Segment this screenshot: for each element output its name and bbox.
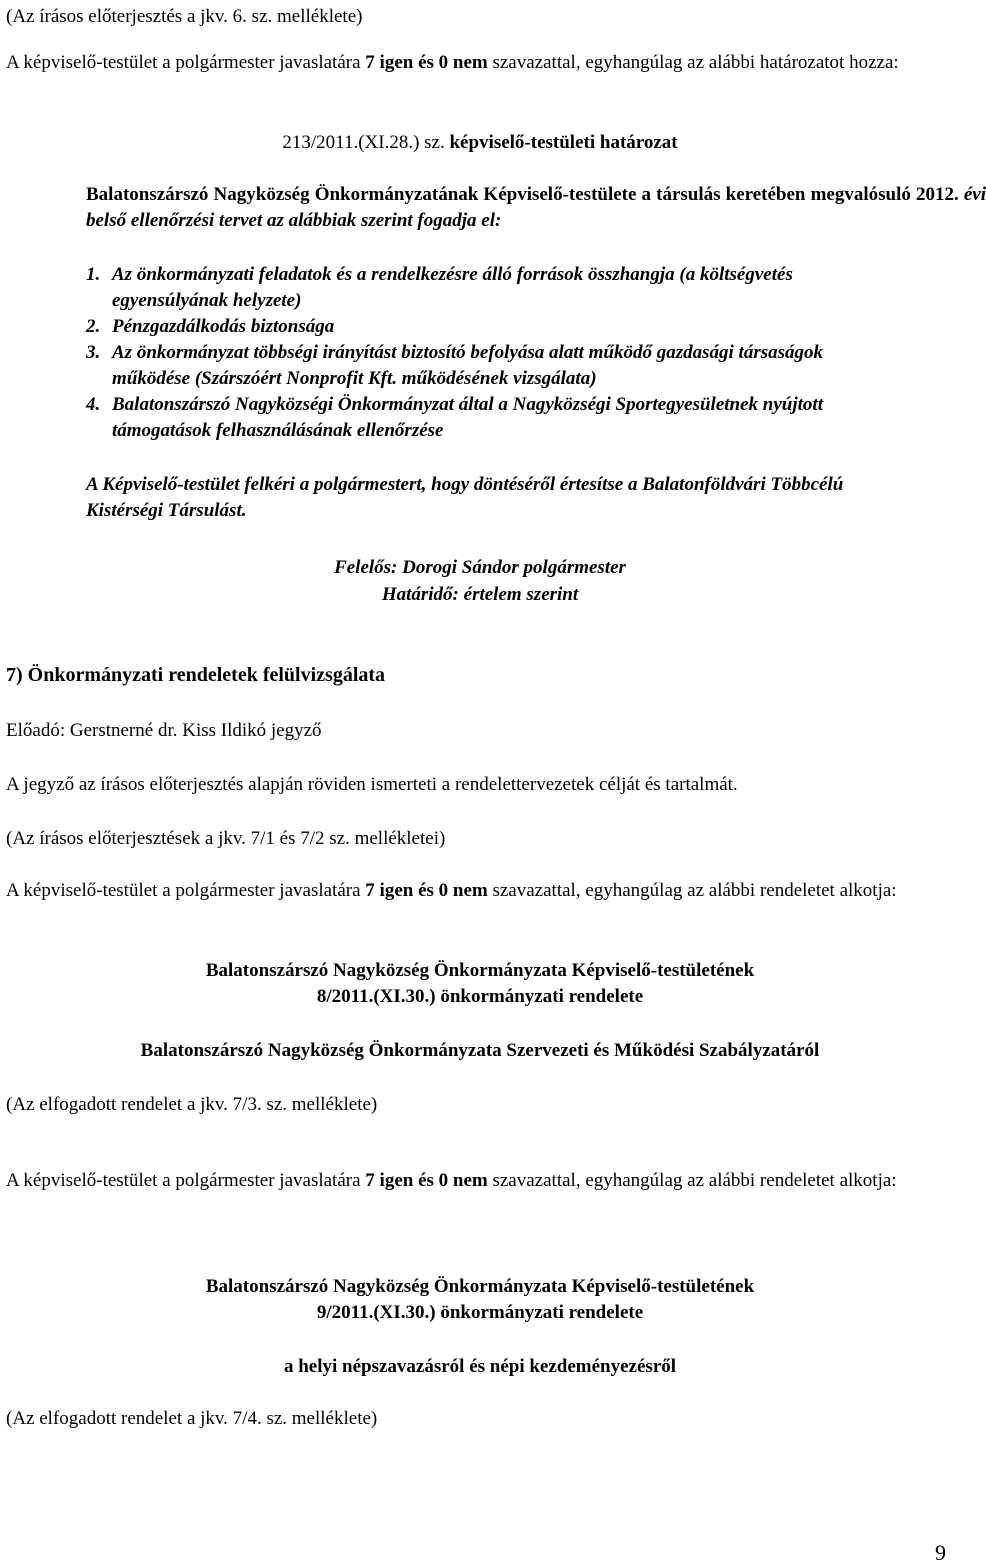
resolution-number-title: képviselő-testületi határozat	[444, 132, 678, 153]
audit-plan-item-3	[86, 340, 886, 392]
resolution-number	[0, 130, 960, 156]
audit-plan-item-2	[86, 314, 886, 340]
decree-8-issuer: Balatonszárszó Nagyközség Önkormányzata Képviselő-testületének	[205, 960, 755, 981]
notary-intro: A jegyző az írásos előterjesztés alapján röviden ismerteti a rendelettervezetek célját és tartalmát.	[6, 774, 738, 795]
decree-9-attachment: (Az elfogadott rendelet a jkv. 7/4. sz. melléklete)	[6, 1408, 378, 1429]
item-text: Az önkormányzat többségi irányítást biztosító befolyása alatt működő gazdasági társaságok működése (Szárszóért Nonprofit Kft. működésének vizsgálata)	[112, 342, 823, 389]
decree-9-issuer: Balatonszárszó Nagyközség Önkormányzata Képviselő-testületének	[205, 1276, 755, 1297]
item-number: 2.	[86, 316, 101, 337]
decree-9-number: 9/2011.(XI.30.) önkormányzati rendelete	[316, 1302, 644, 1323]
resolution-intro-italic: évi belső ellenőrzési tervet az alábbiak szerint fogadja el:	[86, 184, 986, 231]
audit-plan-list	[86, 262, 886, 444]
resolution-intro	[86, 182, 986, 234]
page-number: 9	[935, 1540, 946, 1565]
resolution-number-plain: 213/2011.(XI.28.) sz.	[282, 132, 445, 153]
vote-statement-decree-9	[6, 1168, 946, 1194]
responsible-person: Felelős: Dorogi Sándor polgármester	[334, 557, 626, 578]
vote-text-pre: A képviselő-testület a polgármester javaslatára	[6, 880, 366, 901]
audit-plan-item-1	[86, 262, 886, 314]
vote-count: 7 igen és 0 nem	[365, 52, 488, 73]
audit-plan-item-4	[86, 392, 886, 444]
vote-statement-decree-8	[6, 878, 946, 904]
decree-9-subject: a helyi népszavazásról és népi kezdeményezésről	[283, 1356, 677, 1377]
vote-text-post: szavazattal, egyhangúlag az alábbi rendeletet alkotja:	[487, 1170, 897, 1191]
resolution-intro-plain: Balatonszárszó Nagyközség Önkormányzatának Képviselő-testülete a társulás keretében megvalósuló 2012.	[86, 184, 959, 205]
vote-text-post: szavazattal, egyhangúlag az alábbi rendeletet alkotja:	[487, 880, 897, 901]
item-text: Pénzgazdálkodás biztonsága	[112, 316, 335, 337]
decree-8-number: 8/2011.(XI.30.) önkormányzati rendelete	[316, 986, 644, 1007]
vote-text-post: szavazattal, egyhangúlag az alábbi határozatot hozza:	[487, 52, 899, 73]
vote-text-pre: A képviselő-testület a polgármester javaslatára	[6, 52, 366, 73]
presenter: Előadó: Gerstnerné dr. Kiss Ildikó jegyző	[6, 720, 322, 741]
item-text: Az önkormányzati feladatok és a rendelkezésre álló források összhangja (a költségvetés egyensúlyának helyzete)	[112, 264, 793, 311]
item-text: Balatonszárszó Nagyközségi Önkormányzat által a Nagyközségi Sportegyesületnek nyújtott támogatások felhasználásának ellenőrzése	[112, 394, 823, 441]
attachment-note-6: (Az írásos előterjesztés a jkv. 6. sz. melléklete)	[6, 6, 363, 27]
vote-count: 7 igen és 0 nem	[365, 880, 488, 901]
item-number: 3.	[86, 342, 101, 363]
section-heading: 7) Önkormányzati rendeletek felülvizsgálata	[6, 664, 386, 686]
deadline: Határidő: értelem szerint	[381, 584, 579, 605]
decree-8-subject: Balatonszárszó Nagyközség Önkormányzata Szervezeti és Működési Szabályzatáról	[140, 1040, 820, 1061]
item-number: 1.	[86, 264, 101, 285]
resolution-request: A Képviselő-testület felkéri a polgármestert, hogy döntéséről értesítse a Balatonföldvári Többcélú Kistérségi Társulást.	[86, 474, 844, 521]
item-number: 4.	[86, 394, 101, 415]
vote-count: 7 igen és 0 nem	[365, 1170, 488, 1191]
vote-statement-resolution	[6, 50, 946, 76]
vote-text-pre: A képviselő-testület a polgármester javaslatára	[6, 1170, 366, 1191]
attachment-note-7: (Az írásos előterjesztések a jkv. 7/1 és 7/2 sz. mellékletei)	[6, 828, 446, 849]
decree-8-attachment: (Az elfogadott rendelet a jkv. 7/3. sz. melléklete)	[6, 1094, 378, 1115]
